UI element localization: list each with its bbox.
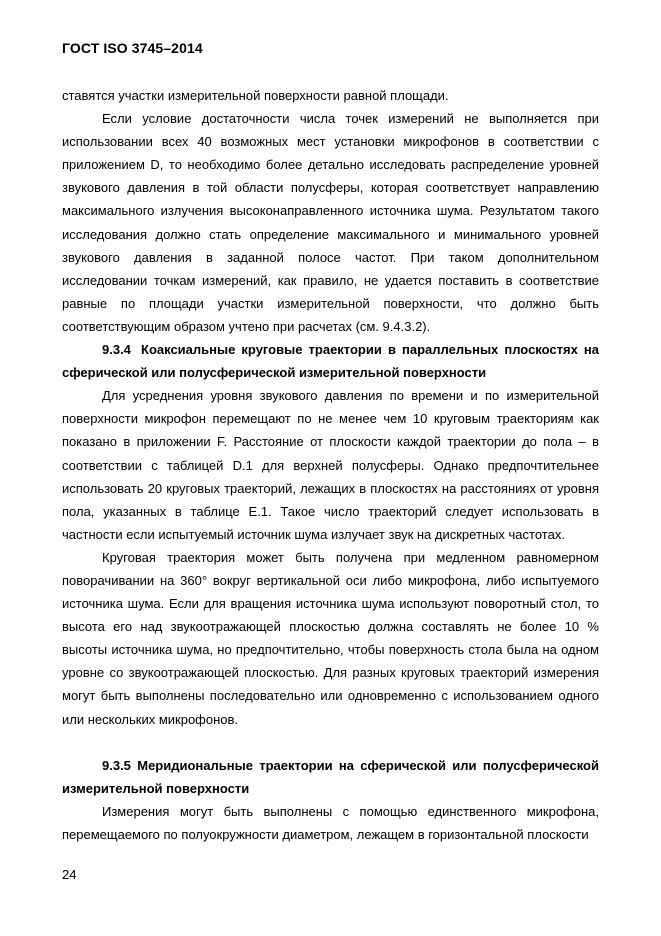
section-title: Коаксиальные круговые траектории в параллельных плоскостях на сферической или полусферической измерительной поверхности <box>62 342 599 381</box>
section-heading-9-3-5 <box>62 754 599 800</box>
paragraph: Если условие достаточности числа точек измерений не выполняется при использовании всех 40 возможных мест установки микрофонов в соответствии с приложением D, то необходимо более детально исследовать распределение уровней звукового давления в той области полусферы, которая соответствует направлению максимального излучения высоконаправленного источника шума. Результатом такого исследования должно стать определение максимального и минимального уровней звукового давления в заданной полосе частот. При таком дополнительном исследовании точкам измерений, как правило, не удается поставить в соответствие равные по площади участки измерительной поверхности, что должно быть соответствующим образом учтено при расчетах (см. 9.4.3.2). <box>62 111 599 334</box>
section-number: 9.3.5 <box>102 757 131 773</box>
paragraph: Для усреднения уровня звукового давления по времени и по измерительной поверхности микрофон перемещают по не менее чем 10 круговым траекториям как показано в приложении F. Расстояние от плоскости каждой траектории до пола – в соответствии с таблицей D.1 для верхней полусферы. Однако предпочтительнее использовать 20 круговых траекторий, лежащих в плоскостях на расстояниях от уровня пола, указанных в таблице E.1. Такое число траекторий следует использовать в частности если испытуемый источник шума излучает звук на дискретных частотах. <box>62 388 599 542</box>
section-heading-9-3-4 <box>62 338 599 384</box>
paragraph: Измерения могут быть выполнены с помощью единственного микрофона, перемещаемого по полуокружности диаметром, лежащем в горизонтальной плоскости <box>62 803 599 842</box>
document-body <box>62 84 599 846</box>
paragraph: Круговая траектория может быть получена при медленном равномерном поворачивании на 360° вокруг вертикальной оси либо микрофона, либо испытуемого источника шума. Если для вращения источника шума используют поворотный стол, то высота его над звукоотражающей плоскостью должна составлять не более 10 % высоты источника шума, но предпочтительно, чтобы поверхность стола была на одном уровне со звукоотражающей плоскостью. Для разных круговых траекторий измерения могут быть выполнены последовательно или одновременно с использованием одного или нескольких микрофонов. <box>62 549 599 727</box>
paragraph: ставятся участки измерительной поверхности равной площади. <box>62 88 449 103</box>
page-number: 24 <box>62 867 77 882</box>
section-title: Меридиональные траектории на сферической или полусферической измерительной поверхности <box>62 757 599 796</box>
spacer <box>62 731 599 754</box>
document-header: ГОСТ ISO 3745–2014 <box>62 40 203 56</box>
section-number: 9.3.4 <box>102 342 131 358</box>
